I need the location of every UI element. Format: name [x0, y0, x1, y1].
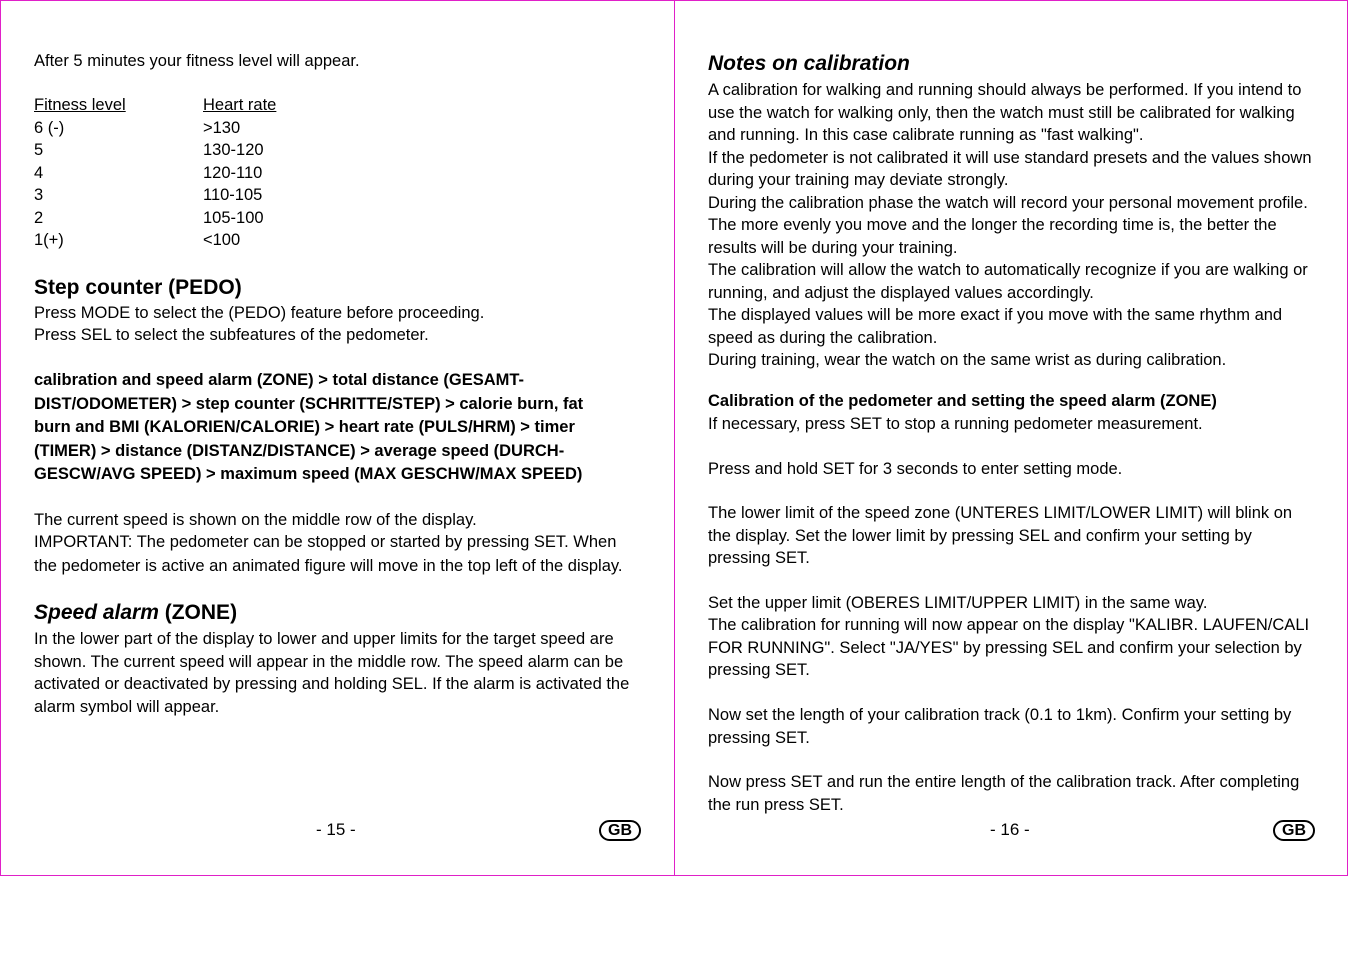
table-cell: 5	[34, 141, 44, 159]
fitness-intro: After 5 minutes your fitness level will appear.	[34, 52, 360, 70]
notes-paragraph: During the calibration phase the watch will record your personal movement profile. The more evenly you move and the longer the recording time is, the better the results will be during your training.	[708, 193, 1308, 257]
important-label: IMPORTANT:	[34, 533, 133, 551]
table-header-row	[34, 94, 276, 117]
table-cell: >130	[203, 118, 241, 137]
table-row	[34, 162, 276, 185]
calibration-step: If necessary, press SET to stop a running pedometer measurement.	[708, 415, 1203, 433]
left-page	[34, 0, 634, 876]
table-cell: <100	[203, 231, 241, 249]
calibration-step: Press and hold SET for 3 seconds to enter setting mode.	[708, 460, 1123, 478]
table-cell: 4	[34, 163, 44, 182]
page-divider	[674, 0, 675, 876]
feature-sequence: calibration and speed alarm (ZONE) > total distance (GESAMT-DIST/ODOMETER) > step counter (SCHRITTE/STEP) > calorie burn, fat burn and BMI (KALORIEN/CALORIE) > heart rate (PULS/HRM) > timer (TIMER) > distance (DISTANZ/DISTANCE) > average speed (DURCH-GESCW/AVG SPEED) > maximum speed (MAX GESCHW/MAX SPEED)	[34, 371, 584, 483]
table-cell: 2	[34, 208, 44, 227]
notes-paragraph: The calibration will allow the watch to automatically recognize if you are walking or running, and adjust the displayed values accordingly.	[708, 261, 1308, 302]
important-text: The pedometer can be stopped or started by pressing SET. When the pedometer is active an animated figure will move in the top left of the display.	[34, 533, 623, 575]
calibration-step: Set the upper limit (OBERES LIMIT/UPPER LIMIT) in the same way.	[708, 594, 1208, 612]
language-badge: GB	[1273, 820, 1315, 841]
table-cell: 6 (-)	[34, 118, 65, 137]
step-counter-line2: Press SEL to select the subfeatures of the pedometer.	[34, 326, 429, 344]
notes-paragraph: If the pedometer is not calibrated it will use standard presets and the values shown during your training may deviate strongly.	[708, 148, 1312, 189]
calibration-step: Now set the length of your calibration track (0.1 to 1km). Confirm your setting by pressing SET.	[708, 706, 1292, 747]
table-cell: 1(+)	[34, 231, 64, 249]
notes-paragraph: During training, wear the watch on the same wrist as during calibration.	[708, 351, 1227, 369]
table-cell: 130-120	[203, 141, 264, 159]
page-number: - 16 -	[990, 820, 1030, 839]
notes-body	[708, 79, 1314, 372]
calibration-heading: Calibration of the pedometer and setting the speed alarm (ZONE)	[708, 392, 1217, 410]
table-row	[34, 184, 276, 207]
page-number: - 15 -	[316, 820, 356, 839]
right-page	[708, 0, 1314, 876]
table-header-cell: Heart rate	[203, 96, 277, 114]
table-cell: 105-100	[203, 208, 264, 227]
language-badge: GB	[599, 820, 641, 841]
table-row	[34, 117, 276, 140]
table-cell: 3	[34, 186, 44, 204]
notes-paragraph: The displayed values will be more exact if you move with the same rhythm and speed as during the calibration.	[708, 306, 1283, 347]
table-cell: 120-110	[203, 163, 263, 182]
table-cell: 110-105	[203, 186, 263, 204]
calibration-step: The lower limit of the speed zone (UNTERES LIMIT/LOWER LIMIT) will blink on the display. Set the lower limit by pressing SEL and confirm your setting by pressing SET.	[708, 504, 1293, 567]
fitness-table	[34, 94, 276, 252]
speed-alarm-text: In the lower part of the display to lower and upper limits for the target speed are shown. The current speed will appear in the middle row. The speed alarm can be activated or deactivated by pressing and holding SEL. If the alarm is activated the alarm symbol will appear.	[34, 630, 630, 716]
calibration-step: Now press SET and run the entire length of the calibration track. After completing the run press SET.	[708, 773, 1300, 814]
step-counter-line1: Press MODE to select the (PEDO) feature before proceeding.	[34, 304, 485, 322]
notes-paragraph: A calibration for walking and running should always be performed. If you intend to use the watch for walking only, then the watch must still be calibrated for walking and running. In this case calibrate running as "fast walking".	[708, 81, 1302, 144]
important-note	[34, 531, 634, 578]
step-counter-heading: Step counter (PEDO)	[34, 276, 242, 299]
calibration-step: The calibration for running will now appear on the display "KALIBR. LAUFEN/CALI FOR RUNNING". Select "JA/YES" by pressing SEL and confirm your selection by pressing SET.	[708, 616, 1310, 679]
current-speed-text: The current speed is shown on the middle row of the display.	[34, 511, 477, 529]
table-row	[34, 139, 276, 162]
table-row	[34, 229, 276, 252]
table-header-cell: Fitness level	[34, 96, 126, 114]
speed-alarm-heading: Speed alarm (ZONE)	[34, 601, 238, 624]
table-row	[34, 207, 276, 230]
notes-heading: Notes on calibration	[708, 52, 910, 75]
